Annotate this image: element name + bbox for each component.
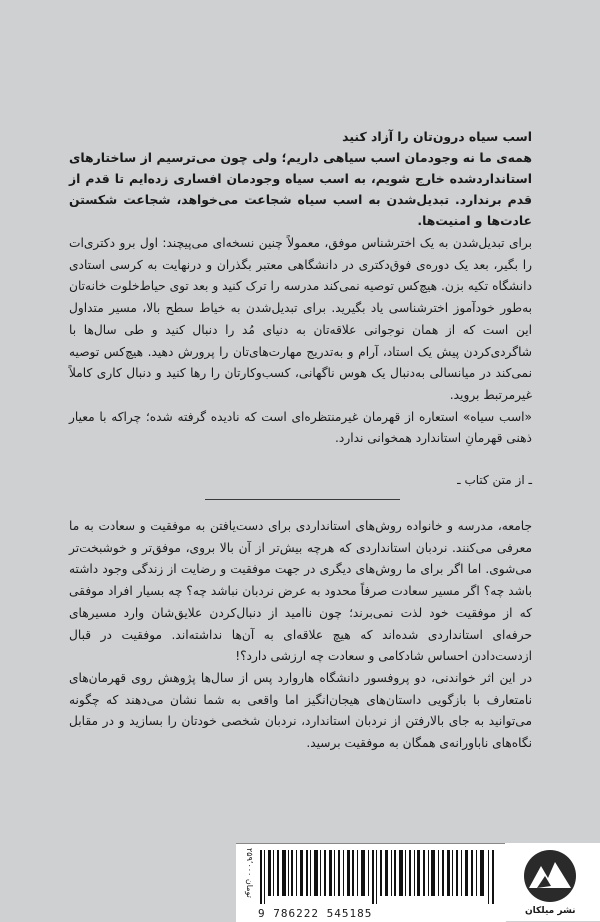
divider	[205, 499, 400, 500]
excerpt-paragraph: «اسب سیاه» استعاره از قهرمان غیرمنتظره‌ای است که نادیده گرفته شده؛ چراکه با معیار ذهنی قهرمانِ استاندارد همخوانی ندارد.	[69, 409, 532, 446]
excerpt-paragraph: برای تبدیل‌شدن به یک اخترشناس موفق، معمولاً چنین نسخه‌ای می‌پیچند: اول برو دکتری‌ات را بگیر، بعد یک دوره‌ی فوق‌دکتری در دانشگاهی معتبر بگذران و درنهایت به کرسی استادی دانشگاه تکیه بزن. هیچ‌کس توصیه نمی‌کند مدرسه را ترک کنید و بعد توی حیاط‌خلوت خانه‌تان به‌طور خودآموز اخترشناسی یاد بگیرید. برای تبدیل‌شدن به خیاط سطح بالا، مسیر متداول این است که از همان نوجوانی علاقه‌تان به دنیای مُد را دنبال کنید و طی سال‌ها با شاگردی‌کردن پیش یک استاد، آرام و به‌تدریج مهارت‌های‌تان را پرورش دهید. هیچ‌کس توصیه نمی‌کند در میانسالی به‌دنبال یک هوس ناگهانی، کسب‌وکارتان را رها کنید و دنبال کاری کاملاً غیرمرتبط بروید.	[69, 236, 532, 402]
description-paragraph: در این اثر خواندنی، دو پروفسور دانشگاه هاروارد پس از سال‌ها پژوهش روی قهرمان‌های نامتعارف با بازگویی داستان‌های هیجان‌انگیز اما واقعی به شما نشان می‌دهند که چگونه می‌توانید به جای بالارفتن از نردبان استاندارد، نردبان شخصی خودتان را بسازید و در مقابل نگاه‌های ناباورانه‌ی همگان به موفقیت برسید.	[69, 670, 532, 751]
excerpt-source: ـ از متن کتاب ـ	[457, 473, 532, 487]
book-excerpt	[69, 233, 532, 450]
cover-heading: اسب سیاه درون‌تان را آزاد کنید	[342, 129, 532, 144]
book-description	[69, 516, 532, 755]
intro-paragraph: همه‌ی ما نه وجودمان اسب سیاهی داریم؛ ولی چون می‌ترسیم از ساختارهای استانداردشده خارج شویم، به اسب سیاه وجودمان افساری زده‌ایم تا قدم از قدم برندارد. تبدیل‌شدن به اسب سیاه شجاعت می‌خواهد، شجاعت شکستن عادت‌ها و امنیت‌ها.	[69, 150, 532, 228]
publisher-name: نشر میلکان	[525, 906, 576, 916]
barcode-icon	[260, 850, 498, 904]
price-label: ۲۵۹٬۰۰۰ تومان	[245, 848, 254, 898]
description-paragraph: جامعه، مدرسه و خانواده روش‌های استانداردی برای دست‌یافتن به موفقیت و سعادت به ما معرفی می‌کنند. نردبان استانداردی که هرچه بیش‌تر از آن بالا بروی، موفق‌تر و خوشبخت‌تر می‌شوی. اما اگر برای ما روش‌های دیگری در جهت موفقیت و رضایت از زندگی وجود داشته باشد چه؟ اگر مسیر سعادت صرفاً محدود به عرض نردبان نباشد چه؟ چه بسیار افراد موفقی که از موفقیت خود لذت نمی‌برند؛ چون ناامید از دنبال‌کردن علایق‌شان وارد مسیرهای حرفه‌ای استانداردی شده‌اند که هیچ علاقه‌ای به آن‌ها نداشته‌اند. موفقیت در قبال ازدست‌دادن احساس شادکامی و سعادت چه ارزشی دارد؟!	[69, 519, 532, 664]
barcode-number: 9 786222 545185	[258, 907, 373, 920]
barcode-panel	[236, 843, 506, 922]
